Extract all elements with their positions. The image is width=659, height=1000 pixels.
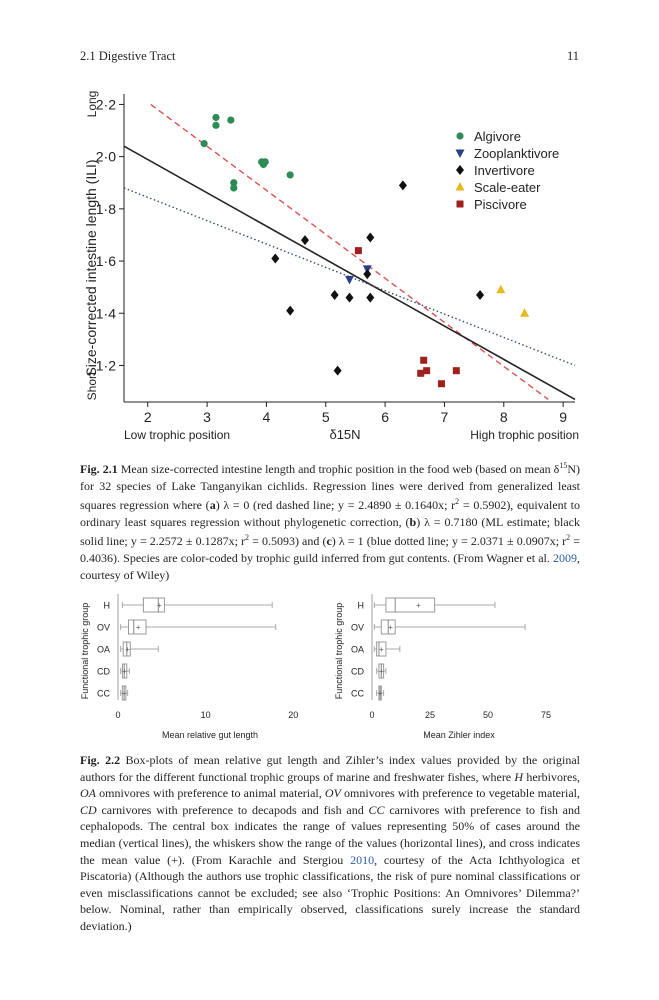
x-tick-label: 25 xyxy=(424,710,436,720)
x-tick-label: 50 xyxy=(482,710,494,720)
x-tick-label: 3 xyxy=(203,409,211,425)
citation-link[interactable]: 2010 xyxy=(350,852,375,867)
y-tick-label: 2·0 xyxy=(95,148,116,165)
legend-marker-piscivore xyxy=(457,201,464,208)
data-point-algivore xyxy=(262,158,269,165)
legend-marker-zooplanktivore xyxy=(456,150,465,159)
category-label: OA xyxy=(96,644,110,655)
x-tick-label: 6 xyxy=(381,409,390,425)
page-number: 11 xyxy=(566,49,579,63)
category-label: CC xyxy=(97,688,110,699)
data-point-invertivore xyxy=(286,306,294,316)
x-tick-label: 4 xyxy=(262,409,271,425)
legend-label: Algivore xyxy=(474,129,521,144)
category-label: CC xyxy=(351,688,364,699)
category-label: OA xyxy=(350,644,364,655)
x-tick-label: 0 xyxy=(369,710,375,720)
category-label: OV xyxy=(96,622,110,633)
running-head: 2.1 Digestive Tract xyxy=(80,49,176,63)
data-point-algivore xyxy=(227,117,234,124)
data-point-algivore xyxy=(212,114,219,121)
mean-marker: + xyxy=(122,667,127,676)
mean-marker: + xyxy=(378,667,384,676)
legend-label: Piscivore xyxy=(474,197,527,212)
legend-label: Invertivore xyxy=(474,163,535,178)
data-point-scale-eater xyxy=(496,285,505,294)
legend-label: Zooplanktivore xyxy=(474,146,560,161)
data-point-invertivore xyxy=(346,293,354,303)
x-tick-label: 2 xyxy=(143,409,152,425)
category-label: CD xyxy=(97,666,110,677)
data-point-invertivore xyxy=(301,235,309,245)
mean-marker: + xyxy=(416,601,421,610)
mean-marker: + xyxy=(156,601,162,610)
legend-marker-scale-eater xyxy=(456,182,465,191)
data-point-piscivore xyxy=(417,370,424,377)
x-tick-label: 9 xyxy=(559,409,568,425)
data-point-piscivore xyxy=(355,247,362,254)
data-point-scale-eater xyxy=(520,308,529,317)
x-axis-label: Mean relative gut length xyxy=(161,730,259,740)
x-axis-label-high: High trophic position xyxy=(470,428,579,442)
citation-link[interactable]: 2009 xyxy=(553,550,577,565)
y-tick-label: 1·6 xyxy=(95,253,116,270)
figure-2-2-caption: Fig. 2.2 Box-plots of mean relative gut length and Zihler’s index values provided by the original authors for the different functional trophic groups of marine and freshwater fishes, where H herbivores, OA omnivores with preference to animal material, OV omnivores with preference to vegetable material, CD carnivores with preference to decapods and fish and CC carnivores with preference to fish and cephalopods. The central box indicates the range of values representing 50% of cases around the median (vertical lines), the whiskers show the range of the values (horizontal lines), and cross indicates the mean value (+). (From Karachle and Stergiou 2010, courtesy of the Acta Ichthyologica et Piscatoria) (Although the authors use trophic classifications, the risk of pure nominal classifications or even misclassifications cannot be excluded; see also ‘Trophic Positions: An Omnivores’ Dilemma?’ below. Nominal, rather than empirically observed, classifications surely increase the standard deviation.) xyxy=(80,753,580,933)
data-point-zooplanktivore xyxy=(345,276,354,285)
x-axis-label: δ15N xyxy=(329,427,361,442)
box-H xyxy=(386,598,435,612)
mean-marker: + xyxy=(125,645,130,654)
category-label: H xyxy=(357,600,364,611)
x-tick-label: 5 xyxy=(321,409,330,425)
data-point-invertivore xyxy=(366,293,374,303)
data-point-invertivore xyxy=(334,366,342,376)
data-point-piscivore xyxy=(420,357,427,364)
y-tick-label: 1·8 xyxy=(95,200,116,217)
data-point-invertivore xyxy=(363,269,371,279)
y-axis-label-low: Short xyxy=(85,371,99,401)
x-tick-label: 75 xyxy=(540,710,552,720)
y-axis-label: Functional trophic group xyxy=(334,602,344,700)
x-axis-label: Mean Zihler index xyxy=(423,730,495,740)
category-label: H xyxy=(103,600,110,611)
data-point-invertivore xyxy=(476,290,484,300)
figure-2-1-scatter-plot xyxy=(0,80,659,450)
legend-marker-algivore xyxy=(456,132,463,139)
y-axis-label-high: Long xyxy=(85,90,99,118)
data-point-invertivore xyxy=(399,180,407,190)
legend-marker-invertivore xyxy=(456,165,464,175)
y-tick-label: 1·4 xyxy=(95,305,116,322)
y-tick-label: 1·2 xyxy=(95,357,116,374)
figure-label: Fig. 2.1 xyxy=(80,462,118,476)
figure-label: Fig. 2.2 xyxy=(80,753,121,767)
x-axis-label-low: Low trophic position xyxy=(124,428,231,442)
data-point-invertivore xyxy=(271,253,279,263)
figure-2-2-box-plots xyxy=(0,590,659,740)
x-tick-label: 20 xyxy=(288,710,299,720)
mean-marker: + xyxy=(377,689,383,698)
mean-marker: + xyxy=(121,689,127,698)
x-tick-label: 7 xyxy=(440,409,449,425)
x-tick-label: 10 xyxy=(200,710,211,720)
y-axis-label: Size-corrected intestine length (ILI) xyxy=(83,159,99,377)
category-label: OV xyxy=(350,622,364,633)
data-point-algivore xyxy=(212,122,219,129)
figure-2-1-caption: Fig. 2.1 Mean size-corrected intestine length and trophic position in the food web (based on mean $\delta^{15}N$) for 32 species of Lake Tanganyikan cichlids. Regression lines were derived from generalized least squares regression where (a) λ = 0 (red dashed line; y = 2.4890 ± 0.1640x; $r^2 = 0.5902$), equivalent to ordinary least squares regression without phylogenetic correction, (b) λ = 0.7180 (ML estimate; black solid line; y = 2.2572 ± 0.1287x; $r^2 = 0.5093$) and (c) λ = 1 (blue dotted line; y = 2.0371 ± 0.0907x; $r^2 = 0.4036$). Species are color-coded by trophic guild inferred from gut contents. (From Wagner et al. 2009, courtesy of Wiley) xyxy=(80,461,581,582)
data-point-invertivore xyxy=(366,233,374,243)
data-point-algivore xyxy=(230,184,237,191)
mean-marker: + xyxy=(135,623,141,632)
x-tick-label: 8 xyxy=(499,409,508,425)
data-point-piscivore xyxy=(438,380,445,387)
data-point-invertivore xyxy=(331,290,339,300)
data-point-algivore xyxy=(287,171,294,178)
y-tick-label: 2·2 xyxy=(95,96,116,113)
data-point-algivore xyxy=(201,140,208,147)
legend-label: Scale-eater xyxy=(474,180,541,195)
mean-marker: + xyxy=(378,645,384,654)
mean-marker: + xyxy=(388,623,393,632)
x-tick-label: 0 xyxy=(115,710,121,720)
data-point-piscivore xyxy=(453,367,460,374)
y-axis-label: Functional trophic group xyxy=(80,602,90,700)
category-label: CD xyxy=(351,666,364,677)
